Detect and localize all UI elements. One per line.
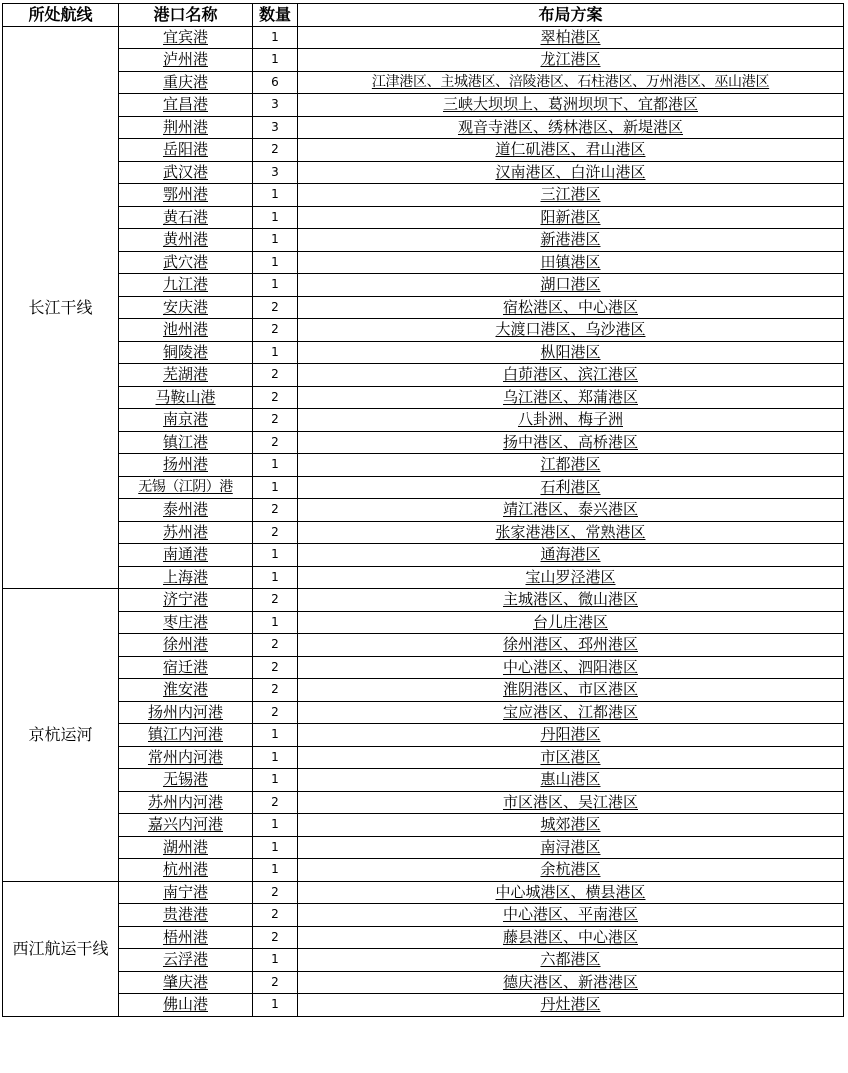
layout-plan-cell <box>298 161 844 184</box>
port-name: 马鞍山港 <box>155 387 216 406</box>
port-name: 常州内河港 <box>147 747 223 766</box>
table-row <box>3 296 844 319</box>
port-name: 杭州港 <box>162 860 208 879</box>
port-name-cell <box>119 589 253 612</box>
count-cell: 1 <box>253 341 298 364</box>
port-name-cell <box>119 994 253 1017</box>
port-name: 扬州港 <box>162 455 208 474</box>
count-cell: 1 <box>253 26 298 49</box>
layout-plan-cell <box>298 499 844 522</box>
port-name-cell <box>119 139 253 162</box>
count-cell: 2 <box>253 634 298 657</box>
count-cell: 2 <box>253 881 298 904</box>
count-cell: 2 <box>253 521 298 544</box>
layout-plan: 阳新港区 <box>540 207 601 226</box>
table-row <box>3 881 844 904</box>
port-name: 武汉港 <box>162 162 208 181</box>
layout-plan-cell <box>298 319 844 342</box>
port-name-cell <box>119 791 253 814</box>
route-group-cell: 西江航运干线 <box>3 881 119 1016</box>
port-name-cell <box>119 949 253 972</box>
table-row <box>3 499 844 522</box>
table-row <box>3 544 844 567</box>
table-row <box>3 476 844 499</box>
count-cell: 1 <box>253 949 298 972</box>
count-cell: 1 <box>253 274 298 297</box>
layout-plan: 南浔港区 <box>540 837 601 856</box>
table-row <box>3 769 844 792</box>
layout-plan: 通海港区 <box>540 545 601 564</box>
port-name-cell <box>119 971 253 994</box>
layout-plan: 市区港区、吴江港区 <box>502 792 638 811</box>
port-name: 徐州港 <box>162 635 208 654</box>
layout-plan: 八卦洲、梅子洲 <box>517 410 623 429</box>
table-row <box>3 949 844 972</box>
port-layout-sheet <box>2 3 844 1017</box>
table-row <box>3 94 844 117</box>
table-row <box>3 634 844 657</box>
port-name-cell <box>119 341 253 364</box>
port-name: 九江港 <box>162 275 208 294</box>
table-row <box>3 724 844 747</box>
table-row <box>3 926 844 949</box>
table-row <box>3 611 844 634</box>
port-name: 肇庆港 <box>162 972 208 991</box>
layout-plan: 江都港区 <box>540 455 601 474</box>
port-name: 芜湖港 <box>162 365 208 384</box>
layout-plan-cell <box>298 724 844 747</box>
port-name: 荆州港 <box>162 117 208 136</box>
layout-plan-cell <box>298 409 844 432</box>
port-name: 淮安港 <box>162 680 208 699</box>
table-row <box>3 229 844 252</box>
port-name-cell <box>119 499 253 522</box>
table-row <box>3 994 844 1017</box>
layout-plan-cell <box>298 274 844 297</box>
header-row <box>3 4 844 27</box>
port-name: 苏州港 <box>162 522 208 541</box>
count-cell: 1 <box>253 544 298 567</box>
port-name: 枣庄港 <box>162 612 208 631</box>
layout-plan: 淮阴港区、市区港区 <box>502 680 638 699</box>
table-row <box>3 409 844 432</box>
count-cell: 1 <box>253 454 298 477</box>
layout-plan: 江津港区、主城港区、涪陵港区、石柱港区、万州港区、巫山港区 <box>371 73 770 90</box>
table-row <box>3 814 844 837</box>
count-cell: 1 <box>253 724 298 747</box>
table-row <box>3 319 844 342</box>
layout-plan: 汉南港区、白浒山港区 <box>495 162 646 181</box>
layout-plan: 主城港区、微山港区 <box>502 590 638 609</box>
port-name: 贵港港 <box>162 905 208 924</box>
port-name: 南宁港 <box>162 882 208 901</box>
layout-plan-cell <box>298 589 844 612</box>
layout-plan-cell <box>298 431 844 454</box>
layout-plan: 翠柏港区 <box>540 27 601 46</box>
layout-plan-cell <box>298 836 844 859</box>
count-cell: 1 <box>253 769 298 792</box>
layout-plan: 石利港区 <box>540 477 601 496</box>
layout-plan: 大渡口港区、乌沙港区 <box>495 320 646 339</box>
port-layout-table <box>2 3 844 1017</box>
port-name-cell <box>119 904 253 927</box>
count-cell: 1 <box>253 229 298 252</box>
count-cell: 2 <box>253 499 298 522</box>
port-name: 鄂州港 <box>162 185 208 204</box>
table-row <box>3 161 844 184</box>
port-name-cell <box>119 296 253 319</box>
count-cell: 2 <box>253 791 298 814</box>
table-row <box>3 341 844 364</box>
port-name-cell <box>119 94 253 117</box>
port-name-cell <box>119 544 253 567</box>
port-name: 安庆港 <box>162 297 208 316</box>
port-name: 宜宾港 <box>162 27 208 46</box>
count-cell: 2 <box>253 409 298 432</box>
table-row <box>3 206 844 229</box>
port-name: 嘉兴内河港 <box>147 815 223 834</box>
port-name-cell <box>119 274 253 297</box>
layout-plan: 宝应港区、江都港区 <box>502 702 638 721</box>
count-cell: 1 <box>253 814 298 837</box>
port-name: 宿迁港 <box>162 657 208 676</box>
layout-plan: 徐州港区、邳州港区 <box>502 635 638 654</box>
layout-plan: 湖口港区 <box>540 275 601 294</box>
route-group-cell: 京杭运河 <box>3 589 119 882</box>
layout-plan-cell <box>298 341 844 364</box>
layout-plan: 城郊港区 <box>540 815 601 834</box>
port-name-cell <box>119 679 253 702</box>
layout-plan: 张家港港区、常熟港区 <box>495 522 646 541</box>
layout-plan-cell <box>298 296 844 319</box>
layout-plan-cell <box>298 904 844 927</box>
layout-plan-cell <box>298 791 844 814</box>
count-cell: 2 <box>253 679 298 702</box>
count-cell: 6 <box>253 71 298 94</box>
count-cell: 2 <box>253 364 298 387</box>
layout-plan: 新港港区 <box>540 230 601 249</box>
port-name: 镇江港 <box>162 432 208 451</box>
layout-plan-cell <box>298 679 844 702</box>
port-name: 梧州港 <box>162 927 208 946</box>
port-name: 云浮港 <box>162 950 208 969</box>
port-name: 黄州港 <box>162 230 208 249</box>
port-name-cell <box>119 184 253 207</box>
layout-plan: 靖江港区、泰兴港区 <box>502 500 638 519</box>
layout-plan: 藤县港区、中心港区 <box>502 927 638 946</box>
layout-plan: 宝山罗泾港区 <box>525 567 616 586</box>
port-name-cell <box>119 49 253 72</box>
table-row <box>3 364 844 387</box>
table-row <box>3 656 844 679</box>
port-name-cell <box>119 476 253 499</box>
layout-plan-cell <box>298 206 844 229</box>
count-cell: 1 <box>253 746 298 769</box>
layout-plan: 三江港区 <box>540 185 601 204</box>
layout-plan-cell <box>298 634 844 657</box>
port-name: 上海港 <box>162 567 208 586</box>
port-name-cell <box>119 251 253 274</box>
port-name-cell <box>119 319 253 342</box>
layout-plan-cell <box>298 49 844 72</box>
layout-plan-cell <box>298 701 844 724</box>
table-row <box>3 49 844 72</box>
layout-plan-cell <box>298 746 844 769</box>
layout-plan-cell <box>298 26 844 49</box>
table-row <box>3 431 844 454</box>
port-name: 镇江内河港 <box>147 725 223 744</box>
table-row <box>3 566 844 589</box>
port-name: 泸州港 <box>162 50 208 69</box>
port-name-cell <box>119 611 253 634</box>
count-cell: 2 <box>253 971 298 994</box>
table-row <box>3 791 844 814</box>
count-cell: 1 <box>253 611 298 634</box>
header-count: 数量 <box>253 4 298 27</box>
layout-plan-cell <box>298 476 844 499</box>
port-name-cell <box>119 431 253 454</box>
port-name: 南通港 <box>162 545 208 564</box>
table-row <box>3 836 844 859</box>
port-name-cell <box>119 836 253 859</box>
layout-plan: 市区港区 <box>540 747 601 766</box>
layout-plan-cell <box>298 184 844 207</box>
port-name: 重庆港 <box>162 72 208 91</box>
port-name-cell <box>119 364 253 387</box>
layout-plan-cell <box>298 139 844 162</box>
header-route: 所处航线 <box>3 4 119 27</box>
count-cell: 2 <box>253 589 298 612</box>
count-cell: 1 <box>253 184 298 207</box>
count-cell: 1 <box>253 836 298 859</box>
table-row <box>3 859 844 882</box>
layout-plan-cell <box>298 364 844 387</box>
port-name: 扬州内河港 <box>147 702 223 721</box>
table-row <box>3 139 844 162</box>
layout-plan-cell <box>298 544 844 567</box>
layout-plan-cell <box>298 386 844 409</box>
layout-plan-cell <box>298 769 844 792</box>
port-name: 武穴港 <box>162 252 208 271</box>
layout-plan-cell <box>298 116 844 139</box>
layout-plan-cell <box>298 94 844 117</box>
port-name: 湖州港 <box>162 837 208 856</box>
count-cell: 3 <box>253 116 298 139</box>
layout-plan: 观音寺港区、绣林港区、新堤港区 <box>457 117 683 136</box>
count-cell: 2 <box>253 139 298 162</box>
layout-plan: 中心港区、泗阳港区 <box>502 657 638 676</box>
table-row <box>3 386 844 409</box>
layout-plan-cell <box>298 859 844 882</box>
header-layout-plan: 布局方案 <box>298 4 844 27</box>
layout-plan: 六都港区 <box>540 950 601 969</box>
table-row <box>3 589 844 612</box>
table-row <box>3 71 844 94</box>
port-name: 泰州港 <box>162 500 208 519</box>
count-cell: 1 <box>253 49 298 72</box>
layout-plan-cell <box>298 521 844 544</box>
table-row <box>3 679 844 702</box>
port-name-cell <box>119 26 253 49</box>
port-name: 池州港 <box>162 320 208 339</box>
port-name: 无锡（江阴）港 <box>138 478 233 495</box>
count-cell: 1 <box>253 206 298 229</box>
layout-plan: 宿松港区、中心港区 <box>502 297 638 316</box>
layout-plan: 三峡大坝坝上、葛洲坝坝下、宜都港区 <box>442 95 698 114</box>
header-port-name: 港口名称 <box>119 4 253 27</box>
port-name-cell <box>119 859 253 882</box>
table-row <box>3 116 844 139</box>
port-name-cell <box>119 769 253 792</box>
port-name-cell <box>119 229 253 252</box>
layout-plan: 中心港区、平南港区 <box>502 905 638 924</box>
layout-plan-cell <box>298 971 844 994</box>
table-row <box>3 274 844 297</box>
port-name-cell <box>119 634 253 657</box>
layout-plan: 德庆港区、新港港区 <box>502 972 638 991</box>
table-body <box>3 26 844 1016</box>
port-name: 岳阳港 <box>162 140 208 159</box>
count-cell: 1 <box>253 859 298 882</box>
layout-plan: 中心城港区、横县港区 <box>495 882 646 901</box>
layout-plan-cell <box>298 881 844 904</box>
port-name: 南京港 <box>162 410 208 429</box>
count-cell: 2 <box>253 904 298 927</box>
layout-plan-cell <box>298 454 844 477</box>
layout-plan-cell <box>298 926 844 949</box>
layout-plan-cell <box>298 251 844 274</box>
count-cell: 1 <box>253 994 298 1017</box>
layout-plan: 余杭港区 <box>540 860 601 879</box>
port-name-cell <box>119 881 253 904</box>
table-row <box>3 184 844 207</box>
port-name: 无锡港 <box>162 770 208 789</box>
count-cell: 2 <box>253 701 298 724</box>
table-row <box>3 701 844 724</box>
port-name: 铜陵港 <box>162 342 208 361</box>
count-cell: 3 <box>253 94 298 117</box>
table-row <box>3 251 844 274</box>
layout-plan: 白茆港区、滨江港区 <box>502 365 638 384</box>
layout-plan: 枞阳港区 <box>540 342 601 361</box>
port-name-cell <box>119 206 253 229</box>
table-row <box>3 904 844 927</box>
table-row <box>3 454 844 477</box>
port-name-cell <box>119 566 253 589</box>
layout-plan: 田镇港区 <box>540 252 601 271</box>
layout-plan: 台儿庄港区 <box>532 612 608 631</box>
layout-plan-cell <box>298 656 844 679</box>
port-name-cell <box>119 409 253 432</box>
port-name-cell <box>119 656 253 679</box>
count-cell: 2 <box>253 926 298 949</box>
port-name: 济宁港 <box>162 590 208 609</box>
count-cell: 1 <box>253 476 298 499</box>
layout-plan-cell <box>298 994 844 1017</box>
port-name-cell <box>119 161 253 184</box>
count-cell: 2 <box>253 296 298 319</box>
port-name-cell <box>119 71 253 94</box>
layout-plan: 扬中港区、高桥港区 <box>502 432 638 451</box>
count-cell: 2 <box>253 656 298 679</box>
port-name: 宜昌港 <box>162 95 208 114</box>
port-name-cell <box>119 116 253 139</box>
port-name-cell <box>119 814 253 837</box>
port-name-cell <box>119 701 253 724</box>
count-cell: 1 <box>253 251 298 274</box>
count-cell: 3 <box>253 161 298 184</box>
port-name: 黄石港 <box>162 207 208 226</box>
layout-plan-cell <box>298 71 844 94</box>
table-row <box>3 971 844 994</box>
table-row <box>3 746 844 769</box>
route-group-cell: 长江干线 <box>3 26 119 589</box>
table-row <box>3 521 844 544</box>
layout-plan: 丹阳港区 <box>540 725 601 744</box>
port-name: 苏州内河港 <box>147 792 223 811</box>
layout-plan-cell <box>298 949 844 972</box>
layout-plan-cell <box>298 611 844 634</box>
count-cell: 1 <box>253 566 298 589</box>
layout-plan-cell <box>298 814 844 837</box>
port-name: 佛山港 <box>162 995 208 1014</box>
layout-plan-cell <box>298 566 844 589</box>
count-cell: 2 <box>253 386 298 409</box>
count-cell: 2 <box>253 431 298 454</box>
layout-plan: 龙江港区 <box>540 50 601 69</box>
table-row <box>3 26 844 49</box>
count-cell: 2 <box>253 319 298 342</box>
port-name-cell <box>119 386 253 409</box>
port-name-cell <box>119 746 253 769</box>
layout-plan: 乌江港区、郑蒲港区 <box>502 387 638 406</box>
layout-plan: 丹灶港区 <box>540 995 601 1014</box>
port-name-cell <box>119 454 253 477</box>
layout-plan: 道仁矶港区、君山港区 <box>495 140 646 159</box>
port-name-cell <box>119 724 253 747</box>
port-name-cell <box>119 521 253 544</box>
port-name-cell <box>119 926 253 949</box>
layout-plan: 惠山港区 <box>540 770 601 789</box>
layout-plan-cell <box>298 229 844 252</box>
